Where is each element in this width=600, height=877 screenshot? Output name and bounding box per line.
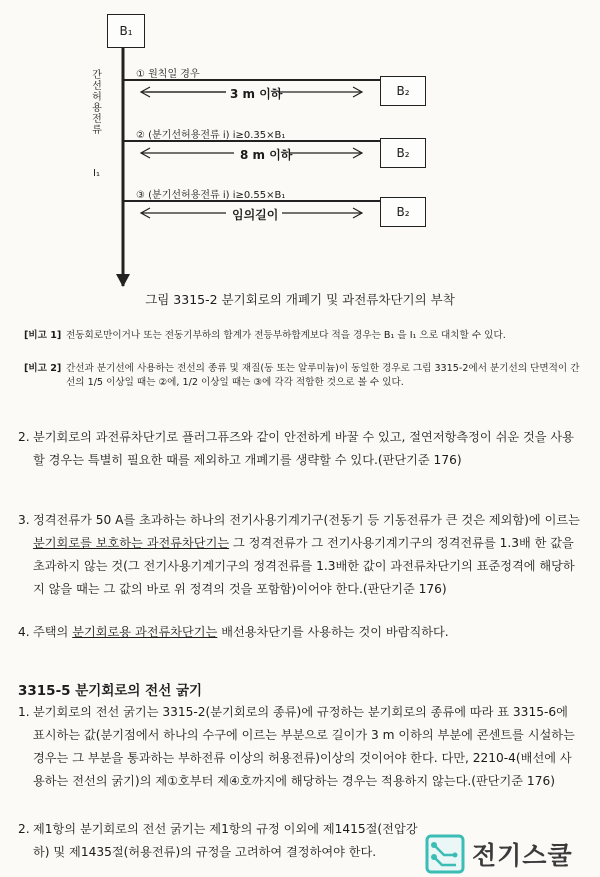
figure-caption: 그림 3315-2 분기회로의 개폐기 및 과전류차단기의 부착 <box>145 292 455 307</box>
brand-logo <box>424 833 573 875</box>
case3-label: ③ (분기선허용전류 i) i≥0.55×B₁ <box>136 190 286 201</box>
note-1-text: 전동회로만이거나 또는 전동기부하의 합계가 전등부하합계보다 적을 경우는 B₁ 을 I₁ 으로 대치할 수 있다. <box>66 330 506 341</box>
note-1 <box>24 329 580 343</box>
breaker-box-b2-1 <box>380 76 426 106</box>
breaker-b2-label: B₂ <box>396 84 410 98</box>
note-1-tag: [비고 1] <box>24 330 62 341</box>
branch-circuit-diagram <box>0 0 600 290</box>
note-2 <box>24 362 580 390</box>
breaker-box-b1 <box>107 14 145 48</box>
distance-8m-label: 8 m 이하 <box>240 148 293 162</box>
case2-label: ② (분기선허용전류 i) i≥0.35×B₁ <box>136 130 286 141</box>
logo-text: 전기스쿨 <box>472 841 573 870</box>
list-item: 1. 분기회로의 전선 굵기는 3315-2(분기회로의 종류)에 규정하는 분기회로의 종류에 따라 표 3315-6에 표시하는 값(분기점에서 하나의 수구에 이르는 부분으로 길이가 3 m 이하의 부분에 콘센트를 시설하는 경우는 그 부분을 통과하는 부하전류 이상의 허용전류)이상의 것이어야 한다. 다만, 2210-4(배선에 사용하는 전선의 굵기)의 제①호부터 제④호까지에 해당하는 경우는 적용하지 않는다.(판단기준 176) <box>18 705 575 788</box>
note-2-text: 간선과 분기선에 사용하는 전선의 종류 및 재질(동 또는 알루미늄)이 동일한 경우로 그림 3315-2에서 분기선의 단면적이 간선의 1/5 이상일 때는 ②에, 1/2 이상일 때는 ③에 각각 적합한 것으로 볼 수 있다. <box>66 363 580 388</box>
trunk-capacity-label: 간선 허용전류 <box>92 70 102 136</box>
distance-any-label: 임의길이 <box>232 208 279 222</box>
breaker-box-b2-2 <box>380 138 426 168</box>
trunk-current-label: I₁ <box>93 168 100 179</box>
case1-label: ① 원칙일 경우 <box>136 69 200 80</box>
breaker-b2-label: B₂ <box>396 146 410 160</box>
distance-3m-label: 3 m 이하 <box>230 87 283 101</box>
list-item: 2. 분기회로의 과전류차단기로 플러그퓨즈와 같이 안전하게 바꿀 수 있고, 절연저항측정이 쉬운 것을 사용할 경우는 특별히 필요한 때를 제외하고 개폐기를 생략할 수 있다.(판단기준 176) <box>18 430 574 467</box>
breaker-box-b2-3 <box>380 197 426 227</box>
list-item: 2. 제1항의 분기회로의 전선 굵기는 제1항의 규정 이외에 제1415절(전압강하) 및 제1435절(허용전류)의 규정을 고려하여 결정하여야 한다. <box>18 822 418 859</box>
breaker-b2-label: B₂ <box>396 205 410 219</box>
diagram-lines <box>0 0 600 290</box>
circuit-icon <box>424 833 466 875</box>
list-item: 4. 주택의 분기회로용 과전류차단기는 배선용차단기를 사용하는 것이 바람직하다. <box>18 625 449 639</box>
breaker-b1-label: B₁ <box>119 24 133 38</box>
note-2-tag: [비고 2] <box>24 363 62 374</box>
list-item: 3. 정격전류가 50 A를 초과하는 하나의 전기사용기계기구(전동기 등 기동전류가 큰 것은 제외함)에 이르는 분기회로를 보호하는 과전류차단기는 그 정격전류가 그 전기사용기계기구의 정격전류를 1.3배 한 값을 초과하지 않는 것(그 전기사용기계기구의 정격전류를 1.3배한 값이 과전류차단기의 표준정격에 해당하지 않을 때는 그 값의 바로 위 정격의 것을 포함함)이어야 한다.(판단기준 176) <box>18 513 580 596</box>
section-title: 3315-5 분기회로의 전선 굵기 <box>18 683 203 699</box>
